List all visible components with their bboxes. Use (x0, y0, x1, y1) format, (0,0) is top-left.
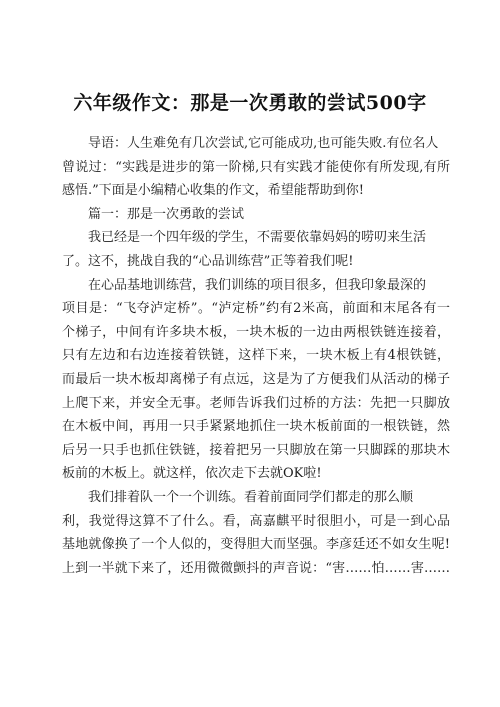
paragraph-line: 导语：人生难免有几次尝试,它可能成功,也可能失败.有位名人 (88, 136, 439, 151)
paragraph-line: 项目是：“飞夺泸定桥”。“泸定桥”约有2米高，前面和末尾各有一 (62, 301, 450, 317)
paragraph-line: 上到一半就下来了，还用微微颤抖的声音说：“害……怕……害…… (62, 560, 450, 576)
section-heading: 篇一：那是一次勇敢的尝试 (88, 206, 245, 222)
paragraph-line: 后另一只手也抓住铁链，接着把另一只脚放在第一只脚踩的那块木 (62, 442, 450, 458)
paragraph-line: 只有左边和右边连接着铁链，这样下来，一块木板上有4根铁链， (62, 348, 450, 364)
paragraph-line: 我已经是一个四年级的学生，不需要依靠妈妈的唠叨来生活 (88, 230, 427, 246)
paragraph-line: 了。这不，挑战自我的“心品训练营”正等着我们呢! (62, 253, 354, 269)
paragraph-line: 板前的木板上。就这样，依次走下去就OK啦! (62, 466, 322, 482)
paragraph-line: 感悟.”下面是小编精心收集的作文，希望能帮助到你! (62, 183, 365, 199)
document-title: 六年级作文：那是一次勇敢的尝试500字 (73, 92, 427, 114)
paragraph-line: 利，我觉得这算不了什么。看，高嘉麒平时很胆小，可是一到心品 (62, 513, 450, 529)
paragraph-line: 我们排着队一个一个训练。看着前面同学们都走的那么顺 (88, 489, 414, 505)
paragraph-line: 曾说过：“实践是进步的第一阶梯,只有实践才能使你有所发现,有所 (62, 159, 450, 175)
paragraph-line: 上爬下来，并安全无事。老师告诉我们过桥的方法：先把一只脚放 (62, 395, 450, 411)
paragraph-line: 个梯子，中间有许多块木板，一块木板的一边由两根铁链连接着， (62, 324, 450, 340)
paragraph-line: 在木板中间，再用一只手紧紧地抓住一块木板前面的一根铁链，然 (62, 419, 450, 435)
paragraph-line: 基地就像换了一个人似的，变得胆大而坚强。李彦廷还不如女生呢! (62, 537, 450, 553)
document-body (62, 132, 450, 580)
paragraph-line: 在心品基地训练营，我们训练的项目很多，但我印象最深的 (88, 277, 427, 293)
paragraph-line: 而最后一块木板却离梯子有点远，这是为了方便我们从活动的梯子 (62, 371, 450, 387)
